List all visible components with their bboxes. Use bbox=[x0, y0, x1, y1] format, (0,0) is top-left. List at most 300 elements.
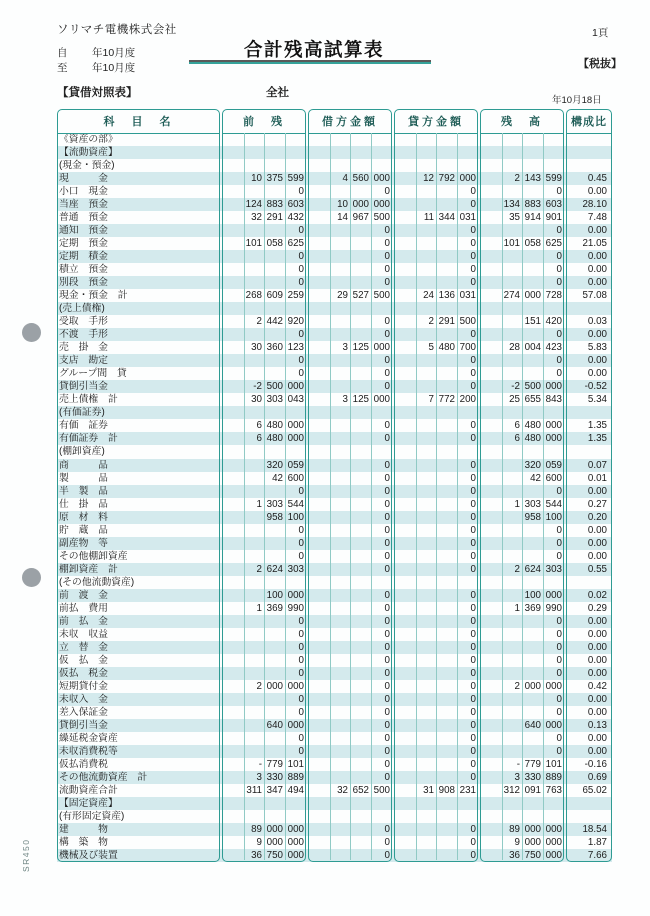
amount-group-cell: 000 bbox=[545, 719, 562, 731]
table-row bbox=[57, 250, 612, 263]
amount-group-cell: 7 bbox=[428, 394, 434, 406]
amount-group-cell: 967 bbox=[352, 212, 369, 224]
amount-group-cell: 0 bbox=[556, 485, 562, 497]
amount-group-cell: 134 bbox=[503, 199, 520, 211]
amount-group-cell: 0 bbox=[470, 706, 476, 718]
amount-group-cell: 000 bbox=[266, 824, 283, 836]
amount-group-cell: 004 bbox=[524, 342, 541, 354]
amount-group-cell: 29 bbox=[337, 290, 348, 302]
amount-group-cell: 0 bbox=[384, 277, 390, 289]
table-row bbox=[57, 211, 612, 224]
amount-group-cell: 442 bbox=[266, 316, 283, 328]
amount-group-cell: 000 bbox=[545, 589, 562, 601]
amount-group-cell: 369 bbox=[524, 602, 541, 614]
ratio-cell: 0.13 bbox=[587, 719, 607, 731]
amount-group-cell: 0 bbox=[384, 329, 390, 341]
amount-group-cell: 059 bbox=[287, 459, 304, 471]
amount-group-cell: 500 bbox=[524, 381, 541, 393]
amount-group-cell: 599 bbox=[287, 173, 304, 185]
amount-group-cell: 958 bbox=[524, 511, 541, 523]
table-row bbox=[57, 459, 612, 472]
table-row bbox=[57, 315, 612, 328]
account-name-cell: (棚卸資産) bbox=[59, 446, 105, 458]
amount-group-cell: 652 bbox=[352, 785, 369, 796]
ratio-cell: 0.00 bbox=[587, 186, 607, 198]
amount-group-cell: 330 bbox=[266, 771, 283, 783]
account-name-cell: 未収消費税等 bbox=[59, 745, 118, 757]
account-name-cell: 当座 預金 bbox=[59, 199, 108, 211]
amount-group-cell: 0 bbox=[470, 511, 476, 523]
amount-group-cell: 0 bbox=[470, 654, 476, 666]
amount-group-cell: 728 bbox=[545, 290, 562, 302]
amount-group-cell: 0 bbox=[384, 837, 390, 849]
amount-group-cell: 000 bbox=[373, 199, 390, 211]
table-row bbox=[57, 628, 612, 641]
amount-group-cell: 0 bbox=[556, 667, 562, 679]
amount-group-cell: 0 bbox=[384, 771, 390, 783]
amount-group-cell: 0 bbox=[470, 459, 476, 471]
ratio-cell: 0.00 bbox=[587, 355, 607, 367]
amount-group-cell: 0 bbox=[470, 264, 476, 276]
ratio-cell: 0.42 bbox=[587, 680, 607, 692]
amount-group-cell: 0 bbox=[470, 537, 476, 549]
amount-group-cell: 303 bbox=[287, 563, 304, 575]
amount-group-cell: 0 bbox=[470, 225, 476, 237]
account-name-cell: 商 品 bbox=[59, 459, 108, 471]
amount-group-cell: 0 bbox=[470, 680, 476, 692]
amount-group-cell: 990 bbox=[545, 602, 562, 614]
amount-group-cell: 0 bbox=[298, 745, 304, 757]
amount-group-cell: 000 bbox=[266, 680, 283, 692]
amount-group-cell: 792 bbox=[438, 173, 455, 185]
account-name-cell: 貸倒引当金 bbox=[59, 381, 108, 393]
amount-group-cell: 779 bbox=[266, 758, 283, 770]
amount-group-cell: 432 bbox=[287, 212, 304, 224]
amount-group-cell: 0 bbox=[470, 550, 476, 562]
amount-group-cell: 0 bbox=[384, 628, 390, 640]
amount-group-cell: 000 bbox=[287, 420, 304, 432]
account-name-cell: 差入保証金 bbox=[59, 706, 108, 718]
amount-group-cell: 100 bbox=[524, 589, 541, 601]
amount-group-cell: 0 bbox=[470, 368, 476, 380]
amount-group-cell: 0 bbox=[556, 550, 562, 562]
amount-group-cell: 000 bbox=[545, 680, 562, 692]
amount-group-cell: 320 bbox=[266, 459, 283, 471]
header-composition-ratio-label: 構成比 bbox=[571, 116, 607, 129]
amount-group-cell: 0 bbox=[470, 433, 476, 445]
amount-group-cell: 0 bbox=[470, 732, 476, 744]
ratio-cell: 5.83 bbox=[587, 342, 607, 354]
header-debit-amount-label: 借方金額 bbox=[322, 116, 378, 129]
header-account-name-label: 科 目 名 bbox=[103, 116, 174, 129]
amount-group-cell: 4 bbox=[342, 173, 348, 185]
amount-group-cell: 0 bbox=[384, 498, 390, 510]
amount-group-cell: 0 bbox=[384, 433, 390, 445]
amount-group-cell: 32 bbox=[251, 212, 262, 224]
amount-group-cell: 89 bbox=[251, 824, 262, 836]
amount-group-cell: 0 bbox=[556, 628, 562, 640]
amount-group-cell: 0 bbox=[470, 524, 476, 536]
amount-group-cell: 0 bbox=[470, 771, 476, 783]
ratio-cell: 1.35 bbox=[587, 433, 607, 445]
amount-group-cell: 883 bbox=[524, 199, 541, 211]
ratio-cell: 0.00 bbox=[587, 615, 607, 627]
account-name-cell: 前 払 金 bbox=[59, 615, 108, 627]
amount-group-cell: - bbox=[516, 758, 520, 770]
amount-group-cell: 0 bbox=[470, 277, 476, 289]
account-name-cell: 別段 預金 bbox=[59, 277, 108, 289]
amount-group-cell: 000 bbox=[545, 433, 562, 445]
amount-group-cell: 0 bbox=[298, 368, 304, 380]
amount-group-cell: 42 bbox=[530, 472, 541, 484]
amount-group-cell: 0 bbox=[298, 225, 304, 237]
amount-group-cell: 0 bbox=[298, 706, 304, 718]
amount-group-cell: 000 bbox=[373, 173, 390, 185]
amount-group-cell: 0 bbox=[384, 186, 390, 198]
account-name-cell: 不渡 手形 bbox=[59, 329, 108, 341]
amount-group-cell: 1 bbox=[514, 498, 520, 510]
table-row bbox=[57, 641, 612, 654]
amount-group-cell: 480 bbox=[524, 420, 541, 432]
table-row bbox=[57, 302, 612, 315]
amount-group-cell: 0 bbox=[556, 654, 562, 666]
amount-group-cell: 000 bbox=[373, 342, 390, 354]
amount-group-cell: 0 bbox=[384, 667, 390, 679]
table-row bbox=[57, 263, 612, 276]
punch-hole-top bbox=[22, 323, 41, 342]
amount-group-cell: 303 bbox=[524, 498, 541, 510]
amount-group-cell: 0 bbox=[384, 654, 390, 666]
amount-group-cell: 0 bbox=[556, 706, 562, 718]
amount-group-cell: 0 bbox=[298, 732, 304, 744]
print-date: 年10月18日 bbox=[552, 95, 602, 106]
table-body bbox=[57, 109, 612, 862]
ratio-cell: 0.00 bbox=[587, 628, 607, 640]
amount-group-cell: 000 bbox=[459, 173, 476, 185]
amount-group-cell: 32 bbox=[337, 785, 348, 796]
amount-group-cell: 779 bbox=[524, 758, 541, 770]
account-name-cell: 短期貸付金 bbox=[59, 680, 108, 692]
amount-group-cell: 101 bbox=[545, 758, 562, 770]
amount-group-cell: 1 bbox=[256, 498, 262, 510]
amount-group-cell: 0 bbox=[384, 641, 390, 653]
amount-group-cell: 0 bbox=[384, 563, 390, 575]
company-name: ソリマチ電機株式会社 bbox=[57, 24, 177, 36]
table-row bbox=[57, 745, 612, 758]
account-name-cell: 現 金 bbox=[59, 173, 108, 185]
ratio-cell: 0.00 bbox=[587, 654, 607, 666]
amount-group-cell: 42 bbox=[272, 472, 283, 484]
account-name-cell: 受取 手形 bbox=[59, 316, 108, 328]
amount-group-cell: 0 bbox=[298, 667, 304, 679]
table-row bbox=[57, 511, 612, 524]
amount-group-cell: 36 bbox=[509, 850, 520, 862]
ratio-cell: 0.03 bbox=[587, 316, 607, 328]
amount-group-cell: 6 bbox=[256, 420, 262, 432]
account-name-cell: 未収 収益 bbox=[59, 628, 108, 640]
amount-group-cell: 0 bbox=[470, 472, 476, 484]
table-row bbox=[57, 185, 612, 198]
amount-group-cell: 6 bbox=[514, 420, 520, 432]
amount-group-cell: 000 bbox=[266, 837, 283, 849]
amount-group-cell: 000 bbox=[373, 394, 390, 406]
amount-group-cell: 9 bbox=[514, 837, 520, 849]
amount-group-cell: 0 bbox=[556, 524, 562, 536]
amount-group-cell: 125 bbox=[352, 342, 369, 354]
account-name-cell: 前払 費用 bbox=[59, 602, 108, 614]
amount-group-cell: 000 bbox=[287, 850, 304, 862]
table-row bbox=[57, 758, 612, 771]
table-row bbox=[57, 159, 612, 172]
amount-group-cell: 0 bbox=[298, 264, 304, 276]
table-row bbox=[57, 732, 612, 745]
amount-group-cell: 0 bbox=[556, 186, 562, 198]
amount-group-cell: 2 bbox=[428, 316, 434, 328]
ratio-cell: 0.00 bbox=[587, 329, 607, 341]
amount-group-cell: 0 bbox=[384, 850, 390, 862]
amount-group-cell: 25 bbox=[509, 394, 520, 406]
table-row bbox=[57, 524, 612, 537]
amount-group-cell: 5 bbox=[428, 342, 434, 354]
account-name-cell: (有価証券) bbox=[59, 407, 105, 419]
amount-group-cell: 624 bbox=[524, 563, 541, 575]
amount-group-cell: 28 bbox=[509, 342, 520, 354]
account-name-cell: 建 物 bbox=[59, 824, 108, 836]
ratio-cell: 57.08 bbox=[582, 290, 607, 302]
header-balance-label: 残 高 bbox=[501, 116, 543, 129]
account-name-cell: 【流動資産】 bbox=[59, 147, 118, 159]
amount-group-cell: 14 bbox=[337, 212, 348, 224]
amount-group-cell: 0 bbox=[556, 693, 562, 705]
amount-group-cell: 100 bbox=[266, 589, 283, 601]
amount-group-cell: 000 bbox=[287, 381, 304, 393]
account-name-cell: 副産物 等 bbox=[59, 537, 108, 549]
amount-group-cell: 344 bbox=[438, 212, 455, 224]
account-name-cell: 小口 現金 bbox=[59, 186, 108, 198]
amount-group-cell: 0 bbox=[470, 758, 476, 770]
amount-group-cell: 480 bbox=[524, 433, 541, 445]
amount-group-cell: 500 bbox=[373, 212, 390, 224]
amount-group-cell: 0 bbox=[470, 563, 476, 575]
table-row bbox=[57, 836, 612, 849]
amount-group-cell: 000 bbox=[287, 719, 304, 731]
amount-group-cell: 0 bbox=[556, 251, 562, 263]
amount-group-cell: 11 bbox=[423, 212, 434, 224]
amount-group-cell: 0 bbox=[470, 589, 476, 601]
amount-group-cell: 624 bbox=[266, 563, 283, 575]
account-name-cell: 前 渡 金 bbox=[59, 589, 108, 601]
amount-group-cell: 500 bbox=[266, 381, 283, 393]
amount-group-cell: 9 bbox=[256, 837, 262, 849]
ratio-cell: 1.35 bbox=[587, 420, 607, 432]
table-row bbox=[57, 719, 612, 732]
ratio-cell: 0.00 bbox=[587, 524, 607, 536]
amount-group-cell: 6 bbox=[256, 433, 262, 445]
amount-group-cell: 480 bbox=[266, 420, 283, 432]
amount-group-cell: 600 bbox=[287, 472, 304, 484]
amount-group-cell: 0 bbox=[298, 550, 304, 562]
account-name-cell: 通知 預金 bbox=[59, 225, 108, 237]
amount-group-cell: -2 bbox=[253, 381, 262, 393]
amount-group-cell: 360 bbox=[266, 342, 283, 354]
ratio-cell: 7.66 bbox=[587, 850, 607, 862]
amount-group-cell: 000 bbox=[545, 850, 562, 862]
period-to-value: 年10月度 bbox=[92, 62, 136, 74]
amount-group-cell: 000 bbox=[524, 290, 541, 302]
amount-group-cell: 000 bbox=[545, 837, 562, 849]
amount-group-cell: 0 bbox=[384, 368, 390, 380]
amount-group-cell: 420 bbox=[545, 316, 562, 328]
table-row bbox=[57, 667, 612, 680]
account-name-cell: 【固定資産】 bbox=[59, 798, 118, 810]
amount-group-cell: 0 bbox=[470, 498, 476, 510]
ratio-cell: 0.55 bbox=[587, 563, 607, 575]
table-row bbox=[57, 237, 612, 250]
amount-group-cell: 000 bbox=[287, 433, 304, 445]
ratio-cell: 21.05 bbox=[582, 238, 607, 250]
amount-group-cell: 0 bbox=[298, 186, 304, 198]
amount-group-cell: 30 bbox=[251, 394, 262, 406]
amount-group-cell: 35 bbox=[509, 212, 520, 224]
period-to-label: 至 bbox=[57, 62, 68, 74]
account-name-cell: 《資産の部》 bbox=[59, 134, 118, 145]
account-name-cell: 貸倒引当金 bbox=[59, 719, 108, 731]
amount-group-cell: 101 bbox=[287, 758, 304, 770]
ratio-cell: 0.00 bbox=[587, 732, 607, 744]
amount-group-cell: 375 bbox=[266, 173, 283, 185]
amount-group-cell: 0 bbox=[298, 485, 304, 497]
ratio-cell: 0.00 bbox=[587, 485, 607, 497]
amount-group-cell: 0 bbox=[556, 368, 562, 380]
amount-group-cell: 603 bbox=[545, 199, 562, 211]
amount-group-cell: 000 bbox=[287, 589, 304, 601]
amount-group-cell: 480 bbox=[266, 433, 283, 445]
ratio-cell: 1.87 bbox=[587, 837, 607, 849]
amount-group-cell: 0 bbox=[384, 316, 390, 328]
account-name-cell: 売 掛 金 bbox=[59, 342, 108, 354]
amount-group-cell: 0 bbox=[470, 381, 476, 393]
amount-group-cell: 101 bbox=[503, 238, 520, 250]
amount-group-cell: 0 bbox=[298, 693, 304, 705]
amount-group-cell: 625 bbox=[287, 238, 304, 250]
account-name-cell: 有価証券 計 bbox=[59, 433, 118, 445]
ratio-cell: 0.07 bbox=[587, 459, 607, 471]
table-row bbox=[57, 693, 612, 706]
amount-group-cell: 0 bbox=[470, 693, 476, 705]
account-name-cell: 機械及び装置 bbox=[59, 850, 118, 862]
amount-group-cell: 259 bbox=[287, 290, 304, 302]
table-row bbox=[57, 146, 612, 159]
table-row bbox=[57, 602, 612, 615]
table-row bbox=[57, 784, 612, 797]
amount-group-cell: 091 bbox=[524, 785, 541, 796]
amount-group-cell: 1 bbox=[256, 602, 262, 614]
amount-group-cell: 303 bbox=[266, 394, 283, 406]
amount-group-cell: 100 bbox=[287, 511, 304, 523]
amount-group-cell: 123 bbox=[287, 342, 304, 354]
table-row bbox=[57, 498, 612, 511]
amount-group-cell: 2 bbox=[514, 563, 520, 575]
table-row bbox=[57, 198, 612, 211]
amount-group-cell: 30 bbox=[251, 342, 262, 354]
amount-group-cell: 0 bbox=[384, 264, 390, 276]
account-name-cell: 貯 蔵 品 bbox=[59, 524, 108, 536]
table-row bbox=[57, 849, 612, 862]
ratio-cell: 0.00 bbox=[587, 641, 607, 653]
ratio-cell: 65.02 bbox=[582, 785, 607, 796]
amount-group-cell: 100 bbox=[545, 511, 562, 523]
amount-group-cell: 599 bbox=[545, 173, 562, 185]
amount-group-cell: 889 bbox=[545, 771, 562, 783]
account-name-cell: 半 製 品 bbox=[59, 485, 108, 497]
amount-group-cell: 2 bbox=[256, 563, 262, 575]
account-name-cell: 有価 証券 bbox=[59, 420, 108, 432]
account-name-cell: (その他流動資産) bbox=[59, 576, 135, 588]
scope-label: 全社 bbox=[266, 87, 289, 99]
amount-group-cell: 2 bbox=[256, 680, 262, 692]
table-row bbox=[57, 406, 612, 419]
ratio-cell: -0.52 bbox=[584, 381, 607, 393]
amount-group-cell: 0 bbox=[470, 615, 476, 627]
amount-group-cell: 0 bbox=[384, 459, 390, 471]
report-title: 合計残高試算表 bbox=[244, 39, 385, 60]
table-row bbox=[57, 537, 612, 550]
amount-group-cell: 0 bbox=[556, 745, 562, 757]
balance-sheet-label: 【貸借対照表】 bbox=[57, 87, 138, 99]
amount-group-cell: 527 bbox=[352, 290, 369, 302]
amount-group-cell: 603 bbox=[287, 199, 304, 211]
amount-group-cell: 843 bbox=[545, 394, 562, 406]
form-code: SR450 bbox=[21, 838, 31, 872]
table-row bbox=[57, 341, 612, 354]
amount-group-cell: 347 bbox=[266, 785, 283, 796]
ratio-cell: 0.00 bbox=[587, 225, 607, 237]
amount-group-cell: 0 bbox=[470, 420, 476, 432]
account-name-cell: グループ間 貸 bbox=[59, 368, 127, 380]
amount-group-cell: 3 bbox=[342, 342, 348, 354]
table-row bbox=[57, 485, 612, 498]
ratio-cell: 0.45 bbox=[587, 173, 607, 185]
amount-group-cell: 000 bbox=[287, 824, 304, 836]
amount-group-cell: 000 bbox=[524, 680, 541, 692]
ratio-cell: 0.00 bbox=[587, 550, 607, 562]
amount-group-cell: 0 bbox=[384, 732, 390, 744]
punch-hole-bottom bbox=[22, 568, 41, 587]
amount-group-cell: 312 bbox=[503, 785, 520, 796]
amount-group-cell: 0 bbox=[298, 654, 304, 666]
account-name-cell: その他棚卸資産 bbox=[59, 550, 128, 562]
amount-group-cell: 958 bbox=[266, 511, 283, 523]
amount-group-cell: 303 bbox=[266, 498, 283, 510]
period-from-value: 年10月度 bbox=[92, 47, 136, 59]
amount-group-cell: 101 bbox=[245, 238, 262, 250]
amount-group-cell: 000 bbox=[545, 824, 562, 836]
amount-group-cell: 000 bbox=[287, 837, 304, 849]
account-name-cell: その他流動資産 計 bbox=[59, 771, 148, 783]
amount-group-cell: 0 bbox=[298, 537, 304, 549]
amount-group-cell: 369 bbox=[266, 602, 283, 614]
amount-group-cell: 0 bbox=[470, 329, 476, 341]
amount-group-cell: 0 bbox=[470, 667, 476, 679]
amount-group-cell: 136 bbox=[438, 290, 455, 302]
ratio-cell: 28.10 bbox=[582, 199, 607, 211]
table-row bbox=[57, 276, 612, 289]
amount-group-cell: 889 bbox=[287, 771, 304, 783]
ratio-cell: 0.00 bbox=[587, 368, 607, 380]
amount-group-cell: 0 bbox=[556, 641, 562, 653]
table-row bbox=[57, 133, 612, 146]
amount-group-cell: 2 bbox=[514, 173, 520, 185]
